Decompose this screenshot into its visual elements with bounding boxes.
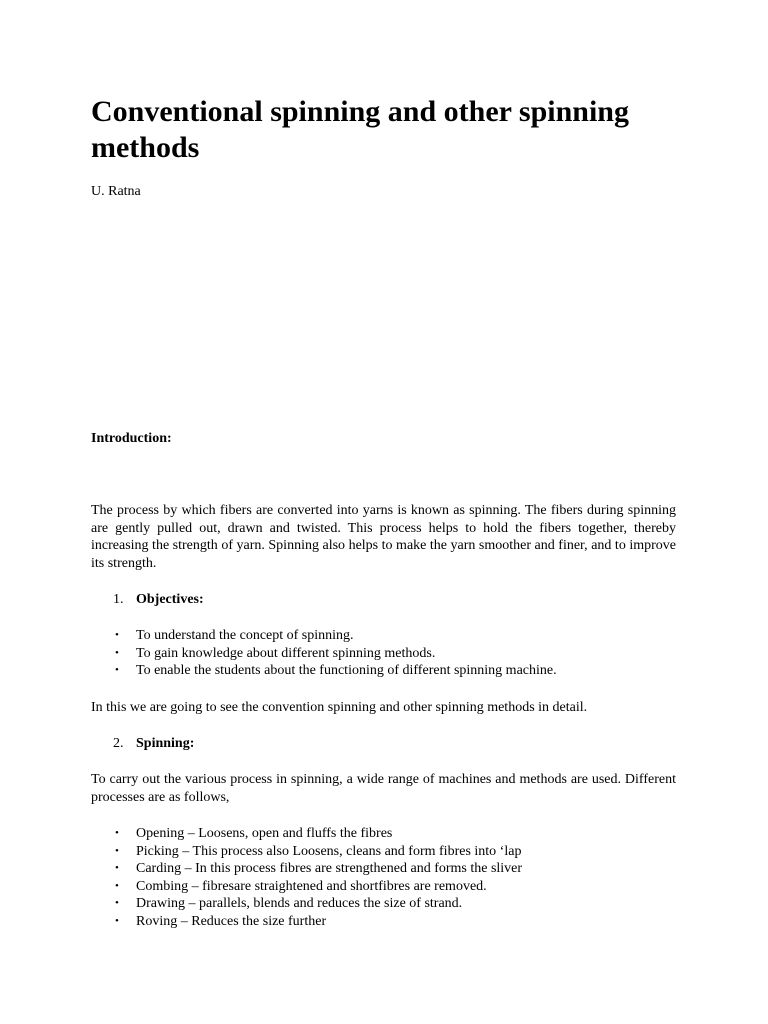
objectives-list [113, 627, 557, 680]
section-label: Spinning: [136, 736, 195, 751]
bullet-icon: • [115, 897, 119, 910]
intro-paragraph: The process by which fibers are converted into yarns is known as spinning. The fibers during spinning are gently pulled out, drawn and twisted. This process helps to hold the fibers together, thereby increasing the strength of yarn. Spinning also helps to make the yarn smoother and finer, and to improve its strength. [91, 503, 676, 571]
list-item [113, 860, 522, 878]
processes-list [113, 825, 522, 931]
list-item [113, 895, 522, 913]
bullet-icon: • [115, 914, 119, 927]
spinning-paragraph: To carry out the various process in spinning, a wide range of machines and methods are used. Different processes are as follows, [91, 772, 676, 805]
list-item-text: Picking – This process also Loosens, cleans and form fibres into ‘lap [136, 843, 522, 859]
section-number: 2. [113, 736, 124, 751]
list-item-text: Carding – In this process fibres are strengthened and forms the sliver [136, 861, 523, 877]
document-title: Conventional spinning and other spinning methods [91, 95, 629, 164]
list-item-text: Combing – fibresare straightened and shortfibres are removed. [136, 878, 487, 894]
list-item-text: To enable the students about the functioning of different spinning machine. [136, 663, 557, 679]
list-item [113, 825, 522, 843]
bullet-icon: • [115, 827, 119, 839]
bullet-icon: • [115, 879, 119, 892]
list-item-text: Opening – Loosens, open and fluffs the fibres [136, 826, 393, 841]
list-item-text: Drawing – parallels, blends and reduces the size of strand. [136, 896, 463, 912]
list-item [113, 645, 557, 663]
bullet-icon: • [115, 664, 119, 677]
list-item [113, 878, 522, 896]
introduction-heading: Introduction: [91, 431, 172, 446]
bullet-icon: • [115, 646, 119, 659]
transition-paragraph: In this we are going to see the convention spinning and other spinning methods in detail. [91, 700, 588, 715]
list-item-text: Roving – Reduces the size further [136, 913, 327, 929]
list-item [113, 913, 522, 931]
list-item [113, 662, 557, 680]
section-spinning-heading [113, 735, 194, 752]
list-item-text: To understand the concept of spinning. [136, 628, 354, 643]
section-objectives-heading [113, 591, 204, 608]
section-label: Objectives: [136, 592, 204, 607]
list-item [113, 843, 522, 861]
list-item-text: To gain knowledge about different spinning methods. [136, 645, 436, 661]
bullet-icon: • [115, 844, 119, 857]
section-number: 1. [113, 592, 124, 607]
bullet-icon: • [115, 629, 119, 641]
list-item [113, 627, 557, 645]
author-name: U. Ratna [91, 184, 141, 199]
bullet-icon: • [115, 862, 119, 875]
